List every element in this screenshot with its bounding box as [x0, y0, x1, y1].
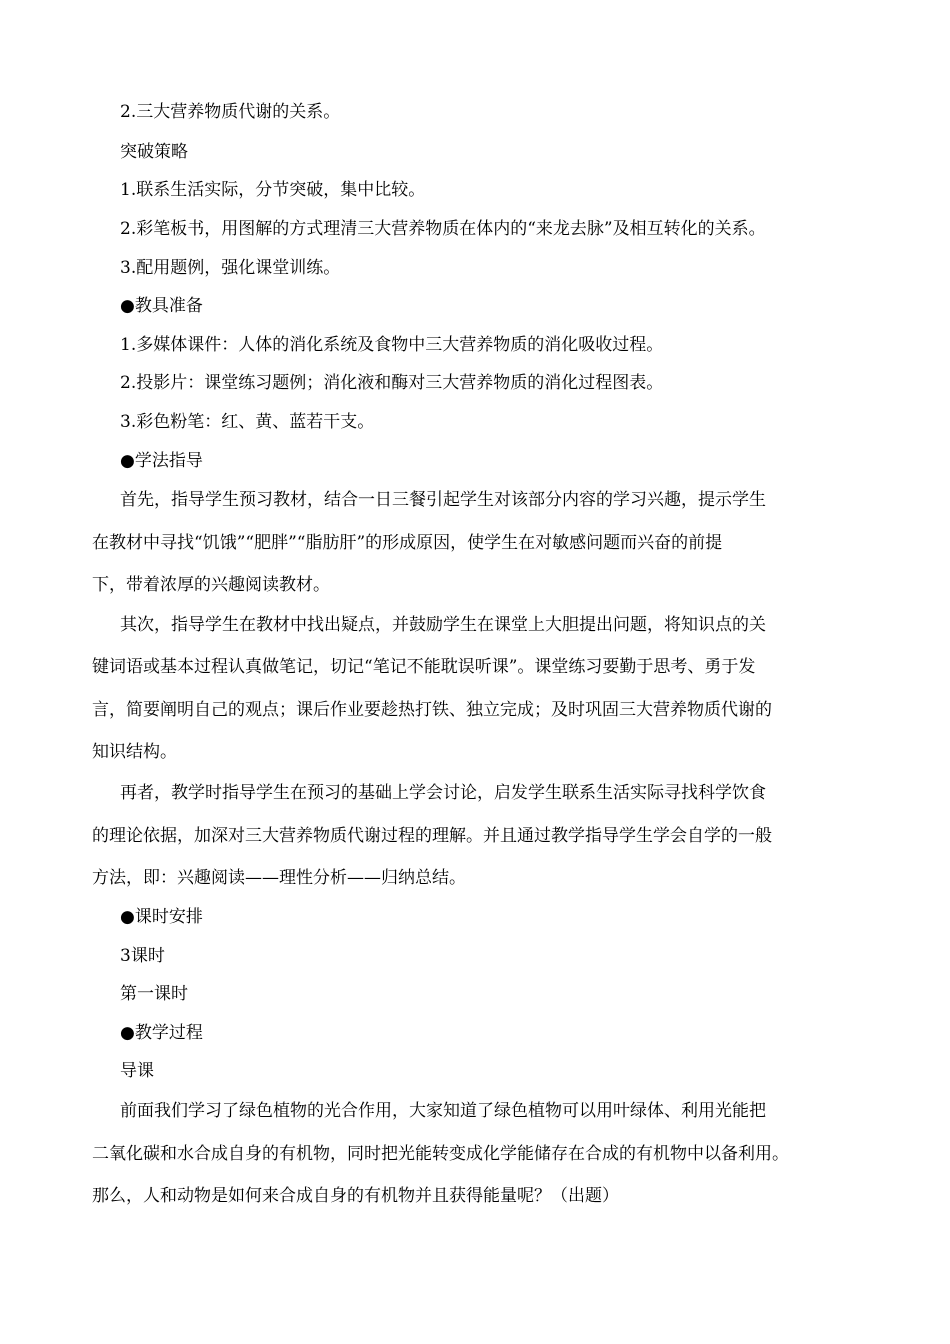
paragraph-line: 首先，指导学生预习教材，结合一日三餐引起学生对该部分内容的学习兴趣，提示学生: [120, 490, 766, 510]
paragraph-line: 其次，指导学生在教材中找出疑点，并鼓励学生在课堂上大胆提出问题，将知识点的关: [120, 615, 766, 635]
section-heading: 突破策略: [120, 142, 188, 162]
list-item: 3.配用题例，强化课堂训练。: [120, 258, 341, 278]
list-item: 3.彩色粉笔：红、黄、蓝若干支。: [120, 412, 375, 432]
list-item: 1.多媒体课件：人体的消化系统及食物中三大营养物质的消化吸收过程。: [120, 335, 664, 355]
list-item: 2.三大营养物质代谢的关系。: [120, 102, 341, 122]
list-item: 1.联系生活实际，分节突破，集中比较。: [120, 180, 426, 200]
paragraph-line: 言，简要阐明自己的观点；课后作业要趁热打铁、独立完成；及时巩固三大营养物质代谢的: [92, 700, 772, 720]
section-heading: ●学法指导: [120, 451, 203, 471]
paragraph-line: 知识结构。: [92, 742, 177, 762]
paragraph-line: 在教材中寻找“饥饿”“肥胖”“脂肪肝”的形成原因，使学生在对敏感问题而兴奋的前提: [92, 533, 723, 553]
section-heading: ●教具准备: [120, 296, 203, 316]
paragraph-line: 前面我们学习了绿色植物的光合作用，大家知道了绿色植物可以用叶绿体、利用光能把: [120, 1101, 766, 1121]
list-item: 2.彩笔板书，用图解的方式理清三大营养物质在体内的“来龙去脉”及相互转化的关系。: [120, 219, 766, 239]
paragraph-line: 再者，教学时指导学生在预习的基础上学会讨论，启发学生联系生活实际寻找科学饮食: [120, 783, 766, 803]
list-item: 2.投影片：课堂练习题例；消化液和酶对三大营养物质的消化过程图表。: [120, 373, 664, 393]
text-line: 第一课时: [120, 984, 188, 1004]
paragraph-line: 方法，即：兴趣阅读——理性分析——归纳总结。: [92, 868, 466, 888]
paragraph-line: 下，带着浓厚的兴趣阅读教材。: [92, 575, 330, 595]
paragraph-line: 那么，人和动物是如何来合成自身的有机物并且获得能量呢？（出题）: [92, 1186, 619, 1206]
paragraph-line: 的理论依据，加深对三大营养物质代谢过程的理解。并且通过教学指导学生学会自学的一般: [92, 826, 772, 846]
text-line: 导课: [120, 1061, 154, 1081]
section-heading: ●教学过程: [120, 1023, 203, 1043]
paragraph-line: 键词语或基本过程认真做笔记，切记“笔记不能耽误听课”。课堂练习要勤于思考、勇于发: [92, 657, 756, 677]
text-line: 3课时: [120, 946, 165, 966]
paragraph-line: 二氧化碳和水合成自身的有机物，同时把光能转变成化学能储存在合成的有机物中以备利用。: [92, 1144, 789, 1164]
section-heading: ●课时安排: [120, 907, 203, 927]
